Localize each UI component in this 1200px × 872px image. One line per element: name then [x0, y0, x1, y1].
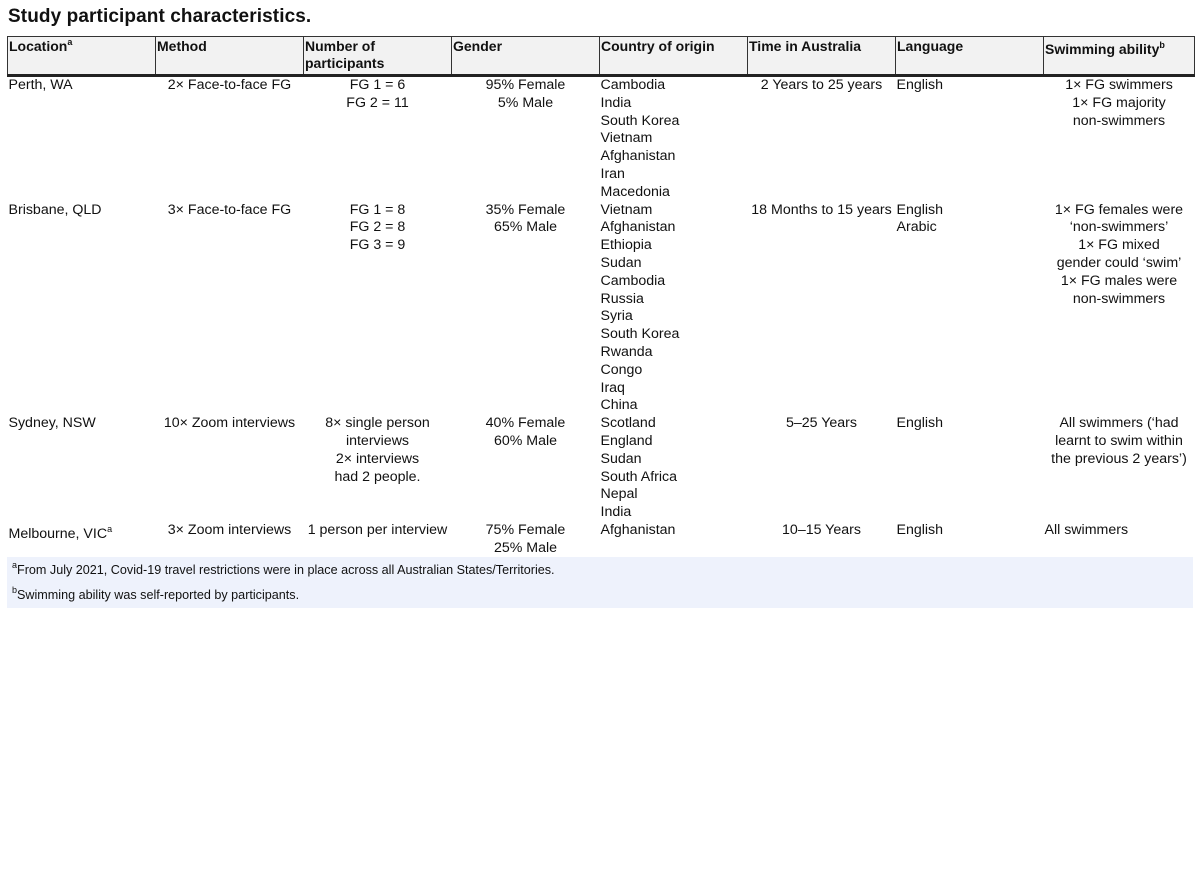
swimming-line: All swimmers	[1044, 521, 1129, 538]
country-item: India	[600, 504, 632, 521]
swimming-line: 1× FG majority	[1072, 94, 1166, 111]
location-text: Melbourne, VIC	[8, 525, 108, 542]
gender-line: 5% Male	[497, 94, 554, 111]
participants-cell	[304, 522, 452, 558]
country-item: Rwanda	[600, 343, 653, 360]
language-item: English	[896, 201, 944, 218]
language-item: English	[896, 77, 944, 93]
country-item: Afghanistan	[600, 521, 676, 538]
table-row	[8, 522, 1195, 558]
country-item: India	[600, 94, 632, 111]
country-item: Vietnam	[600, 201, 653, 218]
footnote-b: $^b$Swimming ability was self-reported by participants.	[12, 585, 300, 602]
swimming-line: non-swimmers	[1072, 112, 1166, 129]
participants-line: 2× interviews	[335, 450, 420, 467]
header-row	[8, 37, 1195, 76]
language-cell	[896, 202, 1044, 416]
time-cell: 5–25 Years	[785, 415, 857, 432]
country-item: Cambodia	[600, 77, 666, 93]
participants-line: interviews	[345, 432, 410, 449]
table-row	[8, 202, 1195, 416]
participants-cell	[304, 76, 452, 202]
swimming-line: non-swimmers	[1072, 290, 1166, 307]
swimming-cell	[1044, 522, 1195, 558]
country-item: Sudan	[600, 450, 642, 467]
table-row	[8, 415, 1195, 522]
method-cell: 10× Zoom interviews	[163, 415, 296, 432]
time-cell: 18 Months to 15 years	[751, 201, 892, 218]
participants-line: FG 2 = 11	[346, 94, 409, 111]
participants-line: 8× single person	[325, 415, 430, 432]
table-title: Study participant characteristics.	[8, 6, 312, 27]
language-cell	[896, 76, 1044, 202]
participants-line: 1 person per interview	[307, 521, 448, 538]
country-item: South Korea	[600, 326, 680, 343]
participants-cell	[304, 415, 452, 522]
table-row	[8, 76, 1195, 202]
country-cell	[600, 415, 748, 522]
location-cell	[8, 202, 156, 416]
country-item: China	[600, 397, 638, 414]
gender-line: 35% Female	[485, 201, 566, 218]
method-cell: 2× Face-to-face FG	[167, 77, 292, 93]
swimming-cell	[1044, 202, 1195, 416]
header-gender: Gender	[452, 37, 600, 76]
gender-cell	[452, 76, 600, 202]
swimming-line: 1× FG males were	[1060, 272, 1178, 289]
swimming-line: All swimmers (‘had	[1059, 415, 1179, 432]
participants-line: FG 1 = 6	[349, 77, 406, 93]
language-cell	[896, 522, 1044, 558]
country-item: Afghanistan	[600, 148, 676, 165]
header-country-of-origin: Country of origin	[600, 37, 748, 76]
swimming-line: 1× FG females were	[1054, 201, 1184, 218]
country-item: South Korea	[600, 112, 680, 129]
header-number-of-participants: Number of participants	[304, 37, 452, 76]
gender-cell	[452, 202, 600, 416]
country-cell	[600, 76, 748, 202]
country-cell	[600, 522, 748, 558]
location-cell	[8, 76, 156, 202]
time-cell: 10–15 Years	[782, 521, 861, 538]
header-method: Method	[156, 37, 304, 76]
country-item: Scotland	[600, 415, 656, 432]
method-cell: 3× Face-to-face FG	[167, 201, 292, 218]
swimming-line: the previous 2 years’)	[1051, 450, 1187, 467]
participants-line: FG 3 = 9	[349, 237, 406, 254]
swimming-line: 1× FG swimmers	[1065, 77, 1173, 93]
country-item: South Africa	[600, 468, 677, 485]
language-item: English	[896, 521, 944, 538]
country-item: Vietnam	[600, 130, 653, 147]
swimming-cell	[1044, 76, 1195, 202]
country-item: Congo	[600, 361, 643, 378]
location-cell	[8, 415, 156, 522]
participants-cell	[304, 202, 452, 416]
participants-line: had 2 people.	[334, 468, 421, 485]
location-text: Brisbane, QLD	[8, 201, 102, 218]
country-item: Russia	[600, 290, 644, 307]
location-text: Perth, WA	[8, 77, 73, 93]
country-item: England	[600, 432, 653, 449]
footnote-a: $^a$From July 2021, Covid-19 travel restrictions were in place across all Australian States/Territories.	[12, 560, 555, 577]
time-cell: 2 Years to 25 years	[760, 77, 883, 93]
country-item: Iran	[600, 165, 625, 182]
country-item: Nepal	[600, 486, 638, 503]
country-item: Macedonia	[600, 183, 670, 200]
gender-line: 60% Male	[493, 432, 558, 449]
language-item: Arabic	[896, 219, 937, 236]
location-text: Sydney, NSW	[8, 415, 96, 432]
participant-table	[7, 36, 1195, 558]
table-footnotes	[7, 557, 1193, 608]
country-item: Afghanistan	[600, 219, 676, 236]
language-cell	[896, 415, 1044, 522]
country-item: Sudan	[600, 254, 642, 271]
header-swimming-ability: Swimming ability$^b$	[1044, 37, 1195, 76]
table-header	[8, 37, 1195, 76]
header-language: Language	[896, 37, 1044, 76]
country-cell	[600, 202, 748, 416]
country-item: Ethiopia	[600, 237, 652, 254]
method-cell: 3× Zoom interviews	[167, 521, 292, 538]
table-body	[8, 76, 1195, 558]
gender-line: 25% Male	[493, 539, 558, 556]
swimming-line: gender could ‘swim’	[1056, 254, 1182, 271]
swimming-line: 1× FG mixed	[1078, 237, 1160, 254]
country-item: Syria	[600, 308, 633, 325]
gender-line: 95% Female	[485, 77, 566, 93]
header-location: Location$^a$	[8, 37, 156, 76]
swimming-cell	[1044, 415, 1195, 522]
gender-line: 75% Female	[485, 521, 566, 538]
country-item: Iraq	[600, 379, 625, 396]
gender-line: 40% Female	[485, 415, 566, 432]
location-cell	[8, 522, 156, 558]
gender-cell	[452, 415, 600, 522]
header-time-in-australia: Time in Australia	[748, 37, 896, 76]
swimming-line: ‘non-swimmers’	[1069, 219, 1169, 236]
language-item: English	[896, 415, 944, 432]
swimming-line: learnt to swim within	[1055, 432, 1183, 449]
footnote-marker: a	[107, 523, 113, 534]
country-item: Cambodia	[600, 272, 666, 289]
participants-line: FG 2 = 8	[349, 219, 406, 236]
gender-cell	[452, 522, 600, 558]
gender-line: 65% Male	[493, 219, 558, 236]
participants-line: FG 1 = 8	[349, 201, 406, 218]
